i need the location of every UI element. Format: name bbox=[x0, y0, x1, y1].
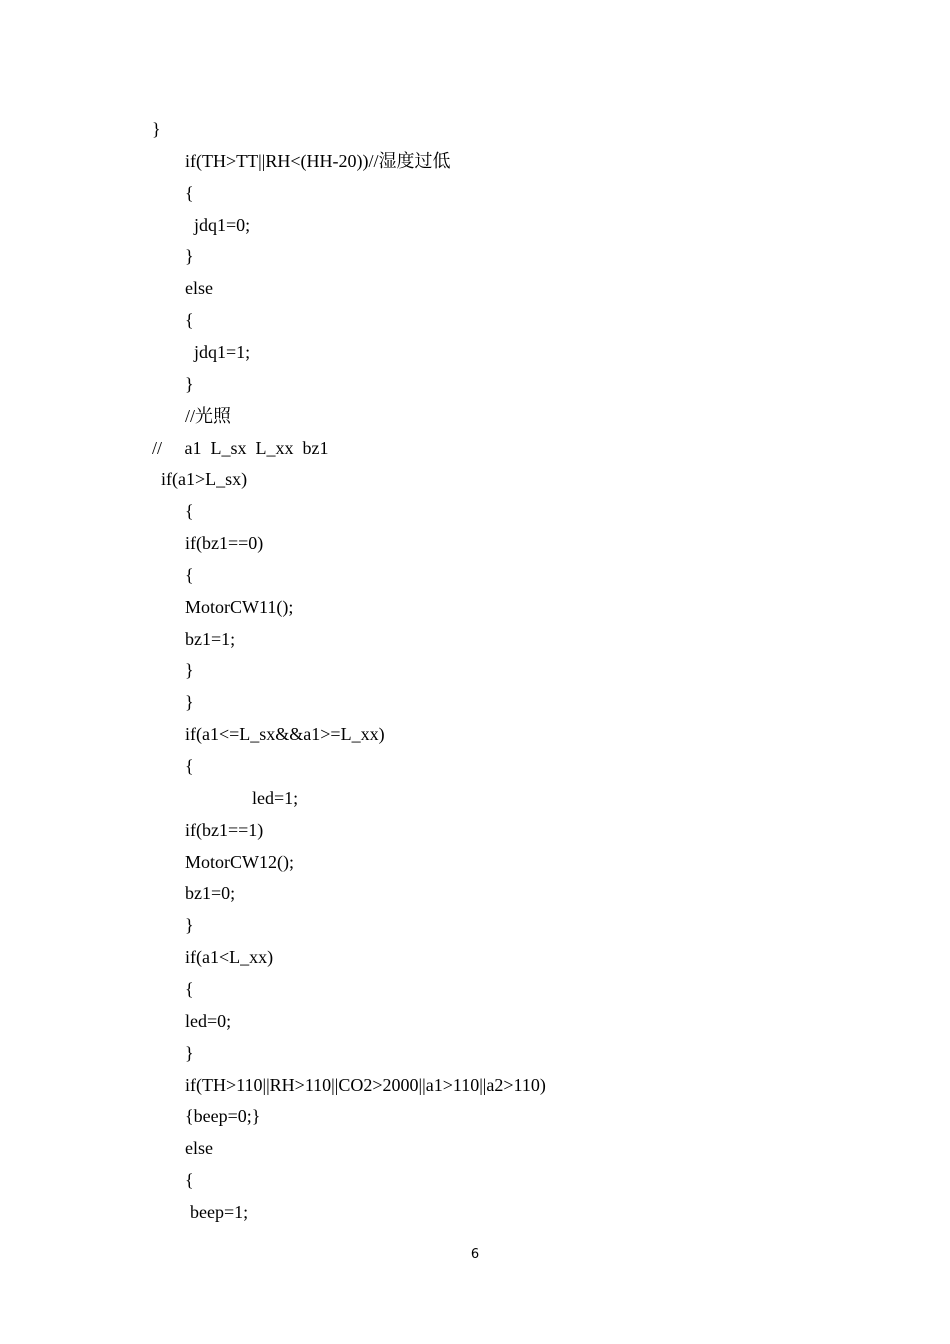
code-line: } bbox=[185, 915, 194, 935]
page-number: 6 bbox=[470, 1247, 480, 1262]
code-line: } bbox=[152, 119, 161, 139]
code-line: } bbox=[185, 246, 194, 266]
code-line: jdq1=0; bbox=[194, 215, 251, 235]
code-line: if(a1<L_xx) bbox=[185, 947, 274, 967]
code-line: if(bz1==0) bbox=[185, 533, 264, 553]
code-line: if(bz1==1) bbox=[185, 820, 264, 840]
code-line: { bbox=[185, 183, 194, 203]
code-line: if(a1>L_sx) bbox=[161, 469, 248, 489]
code-line: MotorCW11(); bbox=[185, 597, 294, 617]
code-line: // a1 L_sx L_xx bz1 bbox=[152, 438, 329, 458]
code-line: {beep=0;} bbox=[185, 1106, 261, 1126]
code-line: } bbox=[185, 374, 194, 394]
code-line: } bbox=[185, 692, 194, 712]
code-line: if(TH>110||RH>110||CO2>2000||a1>110||a2>110) bbox=[185, 1075, 546, 1095]
code-line: { bbox=[185, 310, 194, 330]
code-line: bz1=0; bbox=[185, 883, 236, 903]
code-line: if(TH>TT||RH<(HH-20))//湿度过低 bbox=[185, 151, 451, 171]
code-line: { bbox=[185, 756, 194, 776]
code-line: bz1=1; bbox=[185, 629, 236, 649]
code-line: //光照 bbox=[185, 406, 232, 426]
code-line: } bbox=[185, 660, 194, 680]
code-line: { bbox=[185, 1170, 194, 1190]
code-line: { bbox=[185, 565, 194, 585]
code-line: { bbox=[185, 501, 194, 521]
code-line: jdq1=1; bbox=[194, 342, 251, 362]
code-line: beep=1; bbox=[190, 1202, 249, 1222]
code-line: } bbox=[185, 1043, 194, 1063]
code-line: led=0; bbox=[185, 1011, 232, 1031]
code-line: MotorCW12(); bbox=[185, 852, 294, 872]
code-line: else bbox=[185, 278, 213, 298]
code-line: led=1; bbox=[252, 788, 299, 808]
code-line: else bbox=[185, 1138, 213, 1158]
code-line: if(a1<=L_sx&&a1>=L_xx) bbox=[185, 724, 385, 744]
code-line: { bbox=[185, 979, 194, 999]
